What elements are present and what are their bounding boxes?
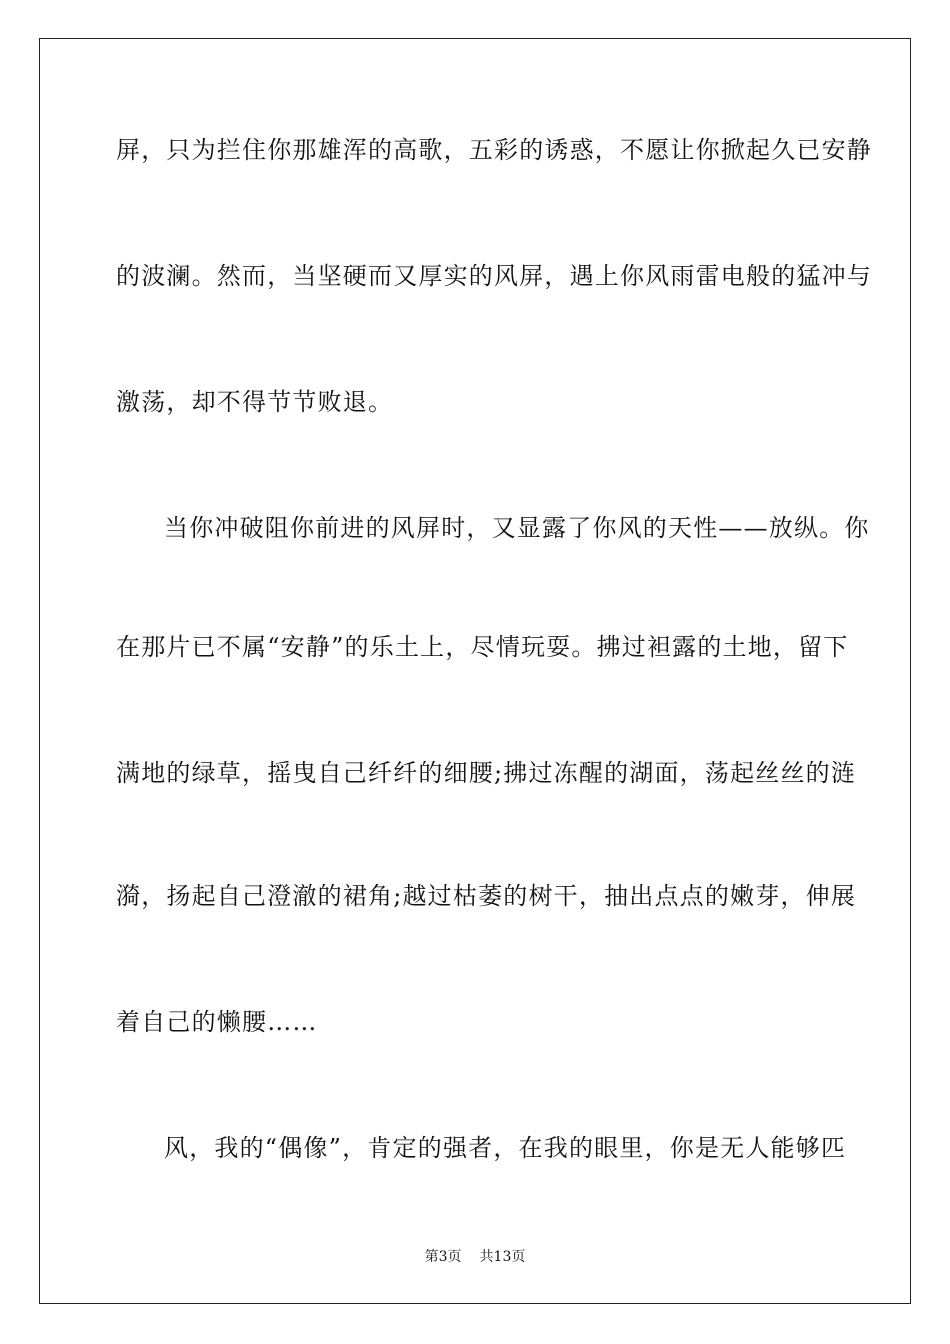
page-border [39,38,911,1304]
text-line-3: 激荡，却不得节节败退。 [116,388,394,416]
paragraph-3-line-1: 风，我的“偶像”，肯定的强者，在我的眼里，你是无人能够匹 [164,1134,847,1162]
paragraph-2-line-5: 着自己的懒腰…… [116,1008,318,1036]
page-total: 共13页 [479,1249,526,1265]
page-number: 第3页 [424,1249,462,1265]
paragraph-2-line-2: 在那片已不属“安静”的乐土上，尽情玩耍。拂过袒露的土地，留下 [116,633,849,661]
page-footer [0,1247,950,1267]
paragraph-2-line-3: 满地的绿草，摇曳自己纤纤的细腰;拂过冻醒的湖面，荡起丝丝的涟 [116,759,857,787]
text-line-1: 屏，只为拦住你那雄浑的高歌，五彩的诱惑，不愿让你掀起久已安静 [116,136,872,164]
text-line-2: 的波澜。然而，当坚硬而又厚实的风屏，遇上你风雨雷电般的猛冲与 [116,262,872,290]
paragraph-2-line-1: 当你冲破阻你前进的风屏时，又显露了你风的天性——放纵。你 [164,514,870,542]
paragraph-2-line-4: 漪，扬起自己澄澈的裙角;越过枯萎的树干，抽出点点的嫩芽，伸展 [116,882,857,910]
